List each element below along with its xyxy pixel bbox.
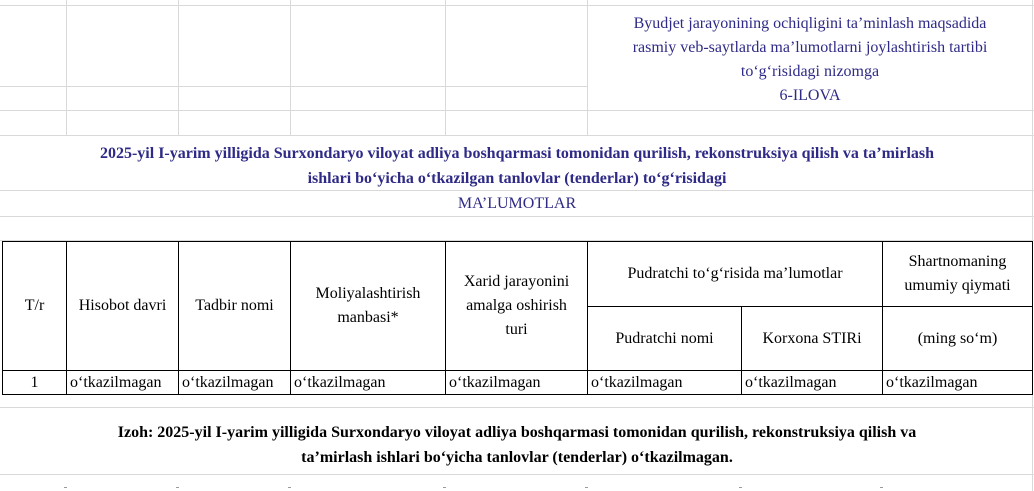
row-funding: o‘tkazilmagan [294,374,386,391]
annex-header [588,12,1032,108]
annex-line-3: to‘g‘risidagi nizomga [740,63,880,80]
header-tr: T/r [24,297,45,314]
title-line-2: ishlari bo‘yicha o‘tkazilgan tanlovlar (tenderlar) to‘g‘risidagi [307,170,727,187]
row-event: o‘tkazilmagan [182,374,274,391]
row-contract-value: o‘tkazilmagan [886,374,978,391]
footnote [0,420,1034,470]
header-procurement-type: Xarid jarayonini amalga oshirish turi [463,273,570,338]
header-contractor-group: Pudratchi to‘g‘risida ma’lumotlar [627,265,843,282]
row-contractor-name: o‘tkazilmagan [591,374,683,391]
annex-number: 6-ILOVA [779,87,841,104]
footnote-line-2: ta’mirlash ishlari bo‘yicha tanlovlar (tenderlar) o‘tkazilmagan. [301,449,733,466]
header-funding: Moliyalashtirish manbasi* [315,285,421,326]
header-event: Tadbir nomi [195,297,274,314]
row-period: o‘tkazilmagan [70,374,162,391]
header-contract-value: Shartnomaning umumiy qiymati [904,253,1011,294]
document-title [0,141,1034,191]
header-period: Hisobot davri [78,297,167,314]
header-contractor-name: Pudratchi nomi [615,329,714,347]
row-tin: o‘tkazilmagan [745,374,837,391]
annex-line-2: rasmiy veb-saytlarda ma’lumotlarni joylashtirish tartibi [632,39,988,56]
document-subtitle: MA’LUMOTLAR [457,195,577,212]
header-unit: (ming so‘m) [917,329,998,347]
footnote-line-1: Izoh: 2025-yil I-yarim yilligida Surxondaryo viloyat adliya boshqarmasi tomonidan qurilish, rekonstruksiya qilish va [117,424,917,441]
row-number: 1 [30,374,39,391]
annex-line-1: Byudjet jarayonining ochiqligini ta’minlash maqsadida [633,15,987,32]
row-procurement-type: o‘tkazilmagan [449,374,541,391]
header-tin: Korxona STIRi [762,329,862,347]
title-line-1: 2025-yil I-yarim yilligida Surxondaryo viloyat adliya boshqarmasi tomonidan qurilish, rekonstruksiya qilish va ta’mirlash [99,145,935,162]
